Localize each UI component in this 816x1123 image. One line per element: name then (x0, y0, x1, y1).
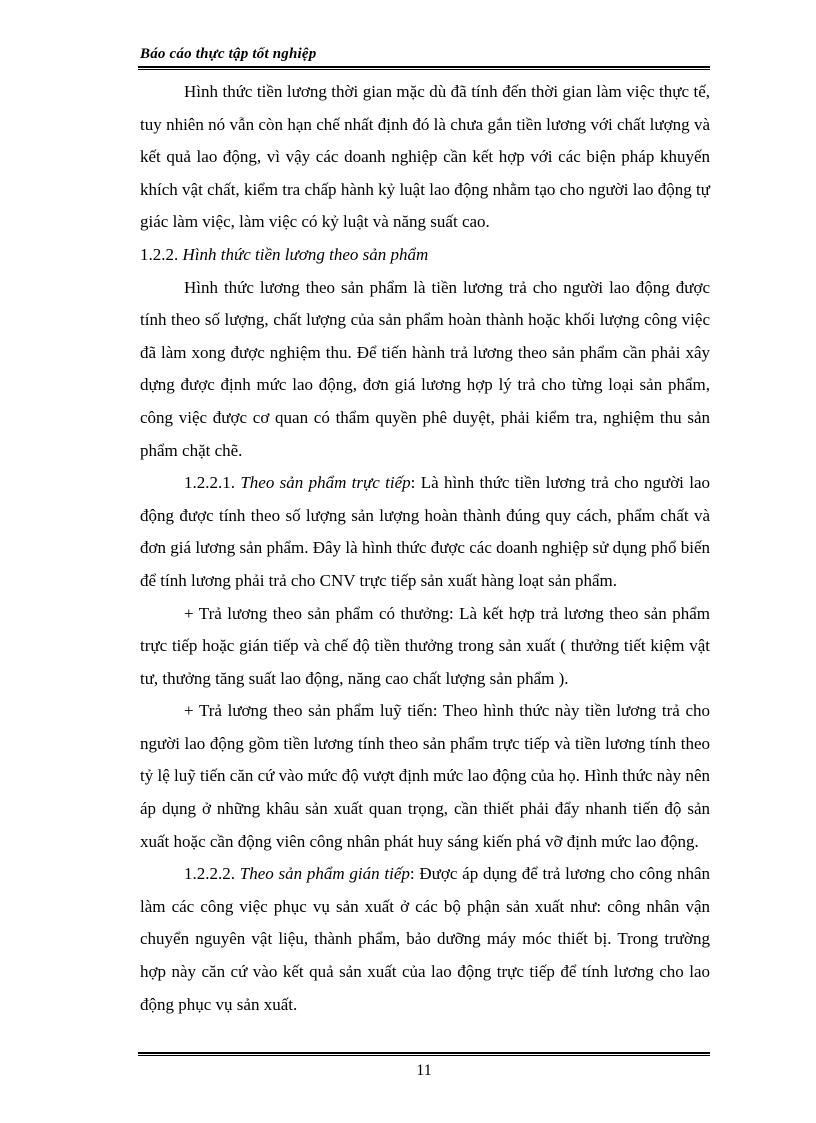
subsection-number: 1.2.2.1. (184, 473, 235, 493)
section-heading (140, 239, 710, 272)
header-divider-thin (138, 69, 710, 70)
paragraph-product-based-wage: Hình thức lương theo sản phẩm là tiền lương trả cho người lao động được tính theo số lượng, chất lượng của sản phẩm hoàn thành hoặc khối lượng công việc đã làm xong được nghiệm thu. Để tiến hành trả lương theo sản phẩm cần phải xây dựng được định mức lao động, đơn giá lương hợp lý trả cho từng loại sản phẩm, công việc được cơ quan có thẩm quyền phê duyệt, phải kiểm tra, nghiệm thu sản phẩm chặt chẽ. (140, 277, 710, 460)
header-divider (138, 66, 710, 68)
subsection-text: : Là hình thức tiền lương trả cho người lao động được tính theo số lượng sản lượng hoàn thành đúng quy cách, phẩm chất và đơn giá lương sản phẩm. Đây là hình thức được các doanh nghiệp sử dụng phổ biến để tính lương phải trả cho CNV trực tiếp sản xuất hàng loạt sản phẩm. (140, 473, 710, 590)
paragraph-direct-product (140, 467, 710, 597)
subsection-number: 1.2.2.2. (184, 864, 235, 884)
paragraph-progressive-product: + Trả lương theo sản phẩm luỹ tiến: Theo hình thức này tiền lương trả cho người lao động gồm tiền lương tính theo sản phẩm trực tiếp và tiền lương tính theo tỷ lệ luỹ tiến căn cứ vào mức độ vượt định mức lao động của họ. Hình thức này nên áp dụng ở những khâu sản xuất quan trọng, cần thiết phải đẩy nhanh tiến độ sản xuất hoặc cần động viên công nhân phát huy sáng kiến phá vỡ định mức lao động. (140, 701, 710, 851)
footer-divider (138, 1052, 710, 1054)
subsection-title: Theo sản phẩm gián tiếp (239, 864, 410, 884)
page-header-title: Báo cáo thực tập tốt nghiệp (140, 46, 317, 62)
paragraph-time-based-wage: Hình thức tiền lương thời gian mặc dù đã tính đến thời gian làm việc thực tế, tuy nhiên nó vẫn còn hạn chế nhất định đó là chưa gắn tiền lương với chất lượng và kết quả lao động, vì vậy các doanh nghiệp cần kết hợp với các biện pháp khuyến khích vật chất, kiểm tra chấp hành kỷ luật lao động nhằm tạo cho người lao động tự giác làm việc, làm việc có kỷ luật và năng suất cao. (140, 82, 710, 232)
paragraph-indirect-product (140, 858, 710, 1021)
subsection-title: Theo sản phẩm trực tiếp (240, 473, 411, 493)
document-body (140, 76, 710, 1021)
paragraph-bonus-product: + Trả lương theo sản phẩm có thưởng: Là kết hợp trả lương theo sản phẩm trực tiếp hoặc gián tiếp và chế độ tiền thưởng trong sản xuất ( thưởng tiết kiệm vật tư, thưởng tăng suất lao động, năng cao chất lượng sản phẩm ). (140, 603, 710, 688)
footer-divider-thin (138, 1055, 710, 1056)
page-number: 11 (416, 1062, 432, 1079)
subsection-text: : Được áp dụng để trả lương cho công nhân làm các công việc phục vụ sản xuất ở các bộ phận sản xuất như: công nhân vận chuyển nguyên vật liệu, thành phẩm, bảo dưỡng máy móc thiết bị. Trong trường hợp này căn cứ vào kết quả sản xuất của lao động trực tiếp để tính lương cho lao động phục vụ sản xuất. (140, 864, 711, 1014)
section-title: Hình thức tiền lương theo sản phẩm (182, 244, 429, 264)
section-number: 1.2.2. (140, 244, 179, 264)
